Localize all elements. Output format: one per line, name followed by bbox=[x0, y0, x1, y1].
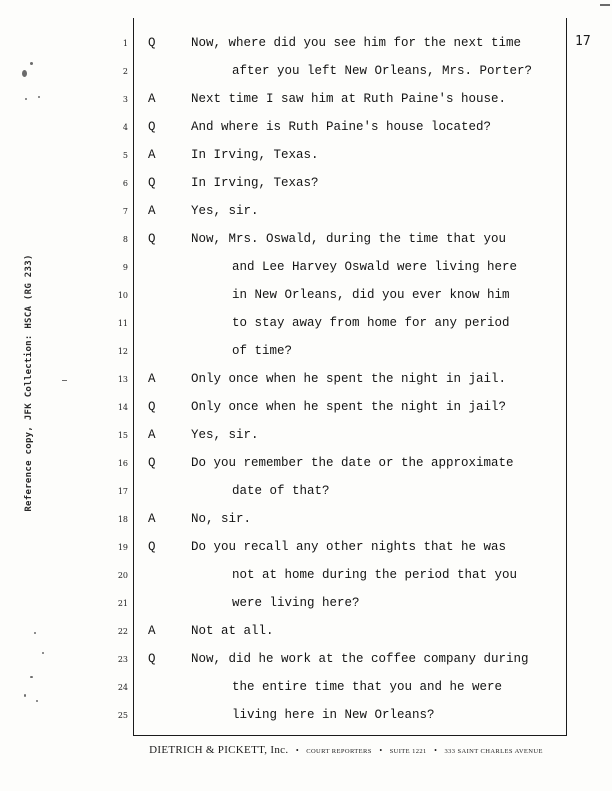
line-number: 23 bbox=[117, 655, 128, 664]
line-number: 22 bbox=[117, 627, 128, 636]
scan-speck bbox=[30, 676, 33, 678]
speaker-marker: Q bbox=[148, 36, 156, 50]
transcript-text: Do you recall any other nights that he was bbox=[191, 540, 507, 554]
line-number: 17 bbox=[117, 487, 128, 496]
line-number: 21 bbox=[117, 599, 128, 608]
line-number: 2 bbox=[122, 67, 128, 76]
transcript-line bbox=[0, 316, 612, 352]
scan-speck bbox=[30, 62, 33, 65]
speaker-marker: A bbox=[148, 204, 156, 218]
speaker-marker: Q bbox=[148, 176, 156, 190]
line-number: 24 bbox=[117, 683, 128, 692]
page-number: 17 bbox=[575, 34, 591, 49]
line-number: 15 bbox=[117, 431, 128, 440]
transcript-text: date of that? bbox=[232, 484, 330, 498]
transcript-line bbox=[0, 176, 612, 212]
speaker-marker: Q bbox=[148, 540, 156, 554]
line-number: 9 bbox=[122, 263, 128, 272]
line-number: 18 bbox=[117, 515, 128, 524]
footer-separator-dot: • bbox=[379, 746, 383, 755]
footer-address: 333 SAINT CHARLES AVENUE bbox=[444, 748, 543, 755]
transcript-text: In Irving, Texas? bbox=[191, 176, 319, 190]
line-number: 11 bbox=[117, 319, 128, 328]
line-number: 14 bbox=[117, 403, 128, 412]
transcript-line bbox=[0, 596, 612, 632]
line-number: 16 bbox=[117, 459, 128, 468]
line-number: 19 bbox=[117, 543, 128, 552]
transcript-text: Only once when he spent the night in jail? bbox=[191, 400, 507, 414]
scan-speck bbox=[22, 70, 27, 77]
transcript-text: of time? bbox=[232, 344, 293, 358]
line-number: 13 bbox=[117, 375, 128, 384]
transcript-text: Now, where did you see him for the next time bbox=[191, 36, 522, 50]
transcript-line bbox=[0, 484, 612, 520]
line-number: 1 bbox=[122, 39, 128, 48]
speaker-marker: A bbox=[148, 624, 156, 638]
line-number: 6 bbox=[122, 179, 128, 188]
speaker-marker: A bbox=[148, 148, 156, 162]
transcript-text: in New Orleans, did you ever know him bbox=[232, 288, 510, 302]
transcript-text: living here in New Orleans? bbox=[232, 708, 435, 722]
line-number: 5 bbox=[122, 151, 128, 160]
transcript-line bbox=[0, 708, 612, 744]
speaker-marker: Q bbox=[148, 400, 156, 414]
speaker-marker: Q bbox=[148, 652, 156, 666]
scan-speck bbox=[38, 96, 40, 98]
transcript-text: Next time I saw him at Ruth Paine's house. bbox=[191, 92, 507, 106]
footer-firm-name: DIETRICH & PICKETT, Inc. bbox=[149, 744, 289, 756]
line-number: 8 bbox=[122, 235, 128, 244]
line-number: 20 bbox=[117, 571, 128, 580]
transcript-text: Yes, sir. bbox=[191, 204, 259, 218]
scan-speck bbox=[62, 380, 67, 381]
transcript-line bbox=[0, 400, 612, 436]
transcript-text: Yes, sir. bbox=[191, 428, 259, 442]
transcript-text: Only once when he spent the night in jail. bbox=[191, 372, 507, 386]
scan-speck bbox=[34, 632, 36, 634]
footer-separator-dot: • bbox=[434, 746, 437, 755]
speaker-marker: A bbox=[148, 92, 156, 106]
speaker-marker: A bbox=[148, 372, 156, 386]
line-number: 25 bbox=[117, 711, 128, 720]
transcript-text: Now, did he work at the coffee company during bbox=[191, 652, 529, 666]
line-number: 3 bbox=[122, 95, 128, 104]
archive-reference-stamp: Reference copy, JFK Collection: HSCA (RG 233) bbox=[24, 254, 34, 512]
transcript-text: In Irving, Texas. bbox=[191, 148, 319, 162]
footer-separator-dot: • bbox=[295, 746, 299, 755]
transcript-text: And where is Ruth Paine's house located? bbox=[191, 120, 492, 134]
speaker-marker: Q bbox=[148, 232, 156, 246]
transcript-text: were living here? bbox=[232, 596, 360, 610]
speaker-marker: A bbox=[148, 428, 156, 442]
scan-speck bbox=[600, 4, 610, 6]
line-number: 12 bbox=[117, 347, 128, 356]
speaker-marker: A bbox=[148, 512, 156, 526]
transcript-text: Do you remember the date or the approximate bbox=[191, 456, 514, 470]
scan-speck bbox=[25, 98, 27, 100]
scan-speck bbox=[42, 652, 44, 654]
transcript-text: Now, Mrs. Oswald, during the time that you bbox=[191, 232, 507, 246]
footer-suite: SUITE 1221 bbox=[389, 748, 427, 755]
transcript-text: not at home during the period that you bbox=[232, 568, 518, 582]
scan-speck bbox=[24, 694, 26, 697]
line-number: 7 bbox=[122, 207, 128, 216]
transcript-text: Not at all. bbox=[191, 624, 274, 638]
reporter-footer bbox=[0, 744, 612, 756]
line-number: 4 bbox=[122, 123, 128, 132]
line-number: 10 bbox=[117, 291, 128, 300]
speaker-marker: Q bbox=[148, 120, 156, 134]
transcript-text: to stay away from home for any period bbox=[232, 316, 510, 330]
transcript-lines bbox=[0, 36, 612, 744]
transcript-text: after you left New Orleans, Mrs. Porter? bbox=[232, 64, 533, 78]
transcript-text: the entire time that you and he were bbox=[232, 680, 503, 694]
footer-court-reporters: COURT REPORTERS bbox=[306, 748, 372, 755]
transcript-text: No, sir. bbox=[191, 512, 252, 526]
speaker-marker: Q bbox=[148, 456, 156, 470]
scan-speck bbox=[36, 700, 38, 702]
transcript-text: and Lee Harvey Oswald were living here bbox=[232, 260, 518, 274]
